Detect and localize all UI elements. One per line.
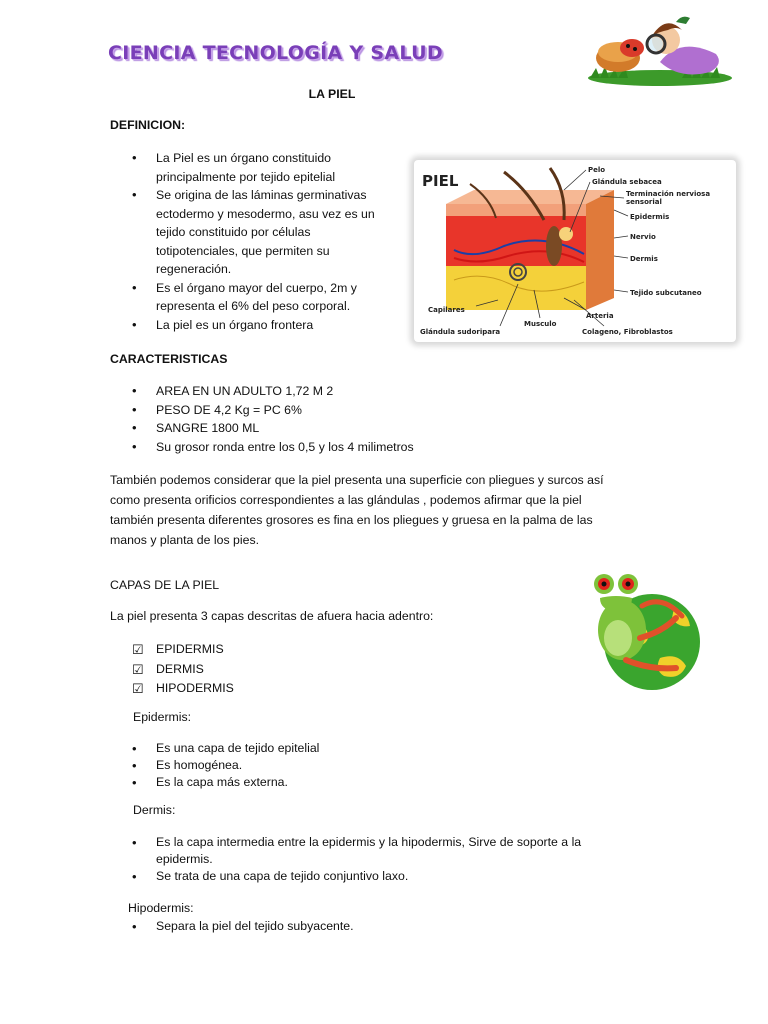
skin-diagram	[414, 160, 736, 342]
label-colageno: Colageno, Fibroblastos	[582, 328, 673, 336]
characteristics-heading: CARACTERISTICAS	[110, 352, 228, 366]
list-item: • Se origina de las láminas germinativas ectodermo y mesodermo, asu vez es un tejido constituido por células totipotenciales, que permiten su regeneración.	[132, 187, 375, 276]
list-item: • Es una capa de tejido epitelial	[132, 741, 320, 756]
list-item: ☑ DERMIS	[110, 660, 410, 680]
label-tejido-subcutaneo: Tejido subcutaneo	[630, 289, 702, 297]
layers-heading: CAPAS DE LA PIEL	[110, 578, 220, 592]
hipodermis-heading: Hipodermis:	[128, 901, 194, 915]
list-item: • Es el órgano mayor del cuerpo, 2m y representa el 6% del peso corporal.	[132, 279, 357, 313]
label-glandula-sebacea: Glándula sebacea	[592, 178, 662, 186]
check-icon: ☑	[132, 642, 144, 657]
check-icon: ☑	[132, 661, 144, 677]
label-glandula-sudoripara: Glándula sudoripara	[420, 328, 501, 336]
list-item: • Su grosor ronda entre los 0,5 y los 4 milimetros	[132, 438, 414, 454]
document-title: LA PIEL	[308, 87, 356, 101]
hipodermis-list	[110, 918, 530, 935]
list-item: • La piel es un órgano frontera	[132, 316, 314, 332]
list-item: • Separa la piel del tejido subyacente.	[132, 919, 354, 934]
dermis-heading: Dermis:	[133, 803, 176, 817]
label-dermis: Dermis	[630, 255, 658, 263]
body-paragraph: También podemos considerar que la piel presenta una superficie con pliegues y surcos así como presenta orificios correspondientes a las glándulas , podemos afirmar que la piel también presenta diferentes grosores es fina en los pliegues y gruesa en la palma de las manos y planta de los pies.	[110, 473, 604, 547]
label-musculo: Musculo	[524, 320, 557, 328]
girl-magnifier-clipart	[582, 12, 738, 90]
epidermis-list	[110, 740, 530, 791]
label-capilares: Capilares	[428, 306, 465, 314]
layers-intro: La piel presenta 3 capas descritas de afuera hacia adentro:	[110, 609, 434, 623]
list-item: • Se trata de una capa de tejido conjuntivo laxo.	[132, 869, 409, 884]
label-epidermis: Epidermis	[630, 213, 670, 221]
list-item: • La Piel es un órgano constituido principalmente por tejido epitelial	[132, 150, 336, 184]
skin-diagram-frame	[414, 160, 736, 342]
definition-list	[110, 149, 410, 334]
label-nervio: Nervio	[630, 233, 656, 241]
label-terminacion-1: Terminación nerviosa	[626, 190, 711, 198]
list-item: • Es homogénea.	[132, 758, 243, 773]
label-pelo: Pelo	[588, 166, 606, 174]
list-item: ☑ HIPODERMIS	[110, 679, 410, 699]
page-header-title: CIENCIA TECNOLOGÍA Y SALUD	[108, 42, 443, 64]
list-item: • Es la capa intermedia entre la epidermis y la hipodermis, Sirve de soporte a la epidermis.	[132, 835, 582, 866]
definition-heading: DEFINICION:	[110, 118, 186, 132]
check-icon: ☑	[132, 681, 144, 696]
dermis-list	[110, 834, 640, 885]
epidermis-heading: Epidermis:	[133, 710, 192, 724]
characteristics-list	[110, 382, 530, 456]
list-item: • PESO DE 4,2 Kg = PC 6%	[132, 401, 302, 417]
frog-globe-clipart	[582, 568, 712, 692]
list-item: • SANGRE 1800 ML	[132, 420, 260, 435]
list-item: • AREA EN UN ADULTO 1,72 M 2	[132, 383, 334, 398]
layers-checklist	[110, 640, 410, 699]
diagram-title: PIEL	[422, 172, 459, 190]
list-item: ☑ EPIDERMIS	[110, 640, 410, 660]
list-item: • Es la capa más externa.	[132, 775, 288, 790]
label-arteria: Arteria	[586, 312, 614, 320]
label-terminacion-2: sensorial	[626, 198, 662, 206]
